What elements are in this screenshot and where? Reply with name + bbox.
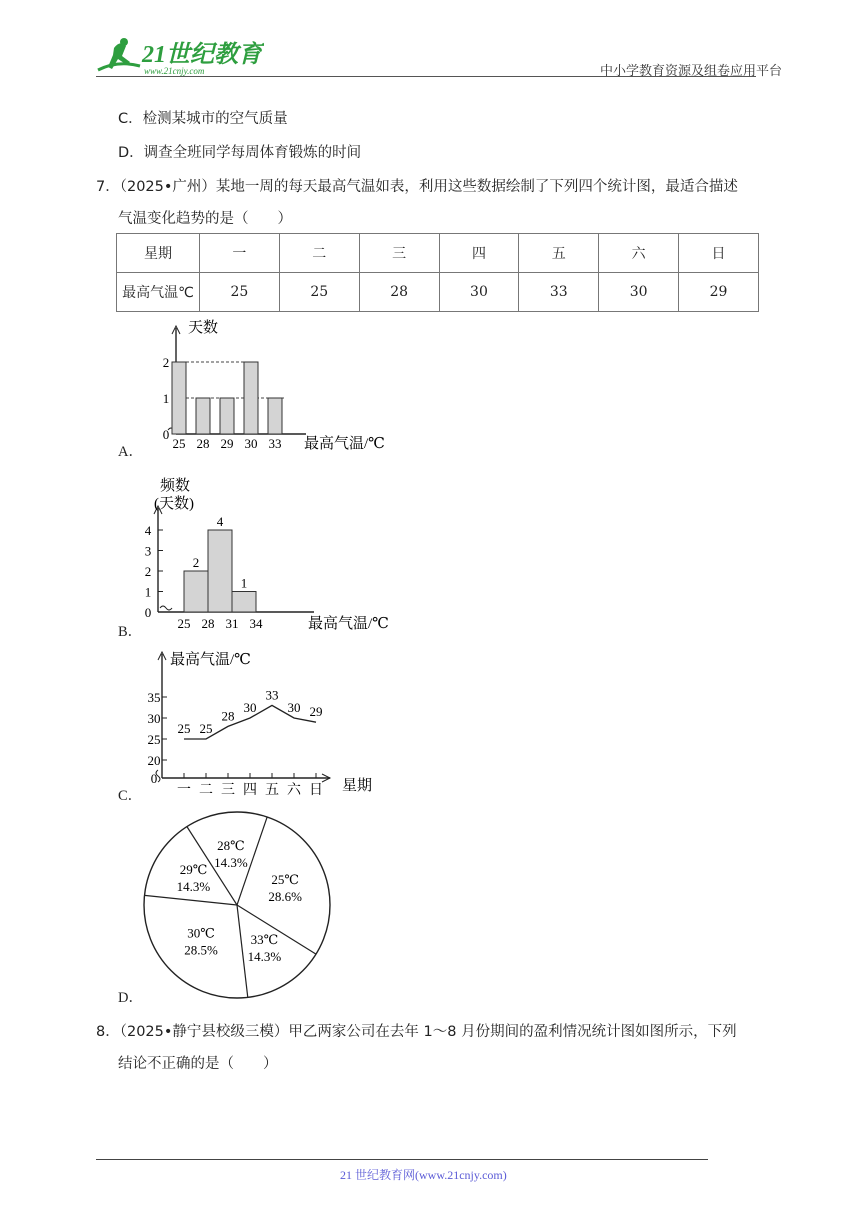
x-tick-label: 29 (220, 436, 234, 451)
x-tick-label: 三 (221, 783, 235, 798)
x-axis-label: 最高气温/℃ (308, 616, 389, 632)
option-d-text: D．调查全班同学每周体育锻炼的时间 (118, 145, 362, 161)
y-tick-label: 2 (162, 355, 170, 370)
x-tick-label: 四 (243, 783, 257, 798)
question-7-line2: 气温变化趋势的是（ ） (118, 211, 292, 227)
data-label: 2 (192, 555, 200, 570)
axis-break (160, 606, 172, 610)
x-tick-label: 25 (172, 436, 186, 451)
table-cell: 33 (519, 273, 599, 312)
y-tick-label: 1 (162, 391, 170, 406)
y-tick-label: 4 (144, 523, 152, 538)
data-label: 30 (287, 700, 301, 715)
table-cell: 五 (519, 234, 599, 273)
table-cell: 25 (279, 273, 359, 312)
slice-percent: 28.5% (184, 942, 218, 958)
logo-graphic (94, 36, 264, 78)
site-logo (94, 36, 264, 78)
bar (232, 592, 256, 613)
question-8-line1: 8．（2025•静宁县校级三模）甲乙两家公司在去年 1～8 月份期间的盈利情况统计图如图所示，下列 (96, 1024, 737, 1040)
chart-d-pie (140, 808, 340, 1002)
slice-label: 33℃ (250, 932, 279, 948)
x-tick-label: 二 (199, 783, 213, 798)
table-row-weekday (117, 234, 759, 273)
slice-label: 30℃ (187, 925, 215, 941)
x-axis-label: 星期 (342, 778, 373, 794)
option-d-label: D． (118, 990, 143, 1006)
y-axis-label-line1: 频数 (160, 478, 191, 494)
data-label: 1 (240, 575, 248, 591)
data-label: 33 (265, 687, 279, 703)
data-label: 4 (216, 514, 224, 529)
option-c-label: C． (118, 788, 143, 804)
y-tick-label: 1 (144, 584, 152, 600)
y-tick-label: 0 (150, 771, 158, 786)
y-axis-label: 最高气温/℃ (170, 652, 251, 668)
x-tick-label: 28 (196, 436, 210, 451)
y-axis-label-line2: (天数) (154, 496, 194, 512)
x-tick-label: 34 (249, 616, 263, 631)
question-8-line2: 结论不正确的是（ ） (118, 1056, 278, 1072)
slice-percent: 14.3% (247, 949, 282, 965)
data-label: 30 (243, 700, 257, 715)
table-cell: 六 (599, 234, 679, 273)
slice-percent: 14.3% (214, 855, 248, 871)
bar (184, 571, 208, 612)
table-cell: 一 (200, 234, 280, 273)
bar (220, 398, 234, 434)
x-tick-label: 25 (177, 616, 191, 631)
x-tick-label: 30 (244, 436, 258, 451)
x-tick-label: 五 (265, 783, 279, 798)
table-cell: 29 (679, 273, 759, 312)
table-cell: 星期 (117, 234, 200, 273)
bar (196, 398, 210, 434)
y-tick-label: 0 (144, 605, 152, 620)
bar (268, 398, 282, 434)
x-tick-label: 六 (287, 783, 301, 798)
table-cell: 30 (599, 273, 679, 312)
bar (208, 530, 232, 612)
slice-label: 28℃ (217, 838, 245, 854)
data-label: 28 (221, 708, 235, 724)
slice-percent: 28.6% (268, 888, 302, 904)
y-axis-label: 天数 (188, 320, 219, 336)
bar (244, 362, 258, 434)
logo-text: 21世纪教育 (142, 42, 262, 68)
x-tick-label: 31 (225, 616, 239, 631)
y-tick-label: 25 (147, 732, 161, 747)
x-tick-label: 一 (177, 783, 191, 798)
question-7-line1: 7．（2025•广州）某地一周的每天最高气温如表，利用这些数据绘制了下列四个统计图，最适合描述 (96, 179, 738, 195)
footer-text: 21 世纪教育网(www.21cnjy.com) (340, 1168, 507, 1182)
slice-label: 29℃ (179, 862, 208, 878)
bar (172, 362, 186, 434)
chart-c-line (138, 648, 388, 802)
table-cell: 二 (279, 234, 359, 273)
chart-b-histogram (138, 474, 398, 636)
logo-url: www.21cnjy.com (144, 66, 205, 76)
table-cell: 日 (679, 234, 759, 273)
table-cell: 最高气温℃ (117, 273, 200, 312)
chart-a-bar (138, 318, 408, 458)
table-cell: 四 (439, 234, 519, 273)
table-cell: 25 (200, 273, 280, 312)
slice-label: 25℃ (271, 871, 299, 887)
footer-divider (96, 1159, 708, 1160)
y-tick-label: 35 (147, 690, 161, 705)
data-label: 29 (309, 704, 323, 720)
slice-percent: 14.3% (176, 879, 211, 895)
y-tick-label: 30 (147, 711, 161, 726)
y-tick-label: 3 (144, 543, 152, 559)
table-cell: 28 (359, 273, 439, 312)
temperature-table (116, 233, 759, 312)
header-divider (96, 76, 756, 77)
y-tick-label: 0 (162, 427, 170, 442)
x-axis-label: 最高气温/℃ (304, 436, 385, 452)
y-tick-label: 2 (144, 564, 152, 579)
y-tick-label: 20 (147, 753, 161, 768)
platform-name: 中小学教育资源及组卷应用平台 (600, 64, 783, 79)
data-label: 25 (177, 721, 191, 736)
option-a-label: A． (118, 444, 143, 460)
table-cell: 三 (359, 234, 439, 273)
data-label: 25 (199, 721, 213, 736)
x-tick-label: 日 (309, 783, 323, 798)
x-tick-label: 28 (201, 616, 215, 631)
option-c-text: C．检测某城市的空气质量 (118, 111, 288, 127)
x-tick-label: 33 (268, 436, 282, 451)
table-cell: 30 (439, 273, 519, 312)
table-row-temperature (117, 273, 759, 312)
option-b-label: B． (118, 624, 143, 640)
